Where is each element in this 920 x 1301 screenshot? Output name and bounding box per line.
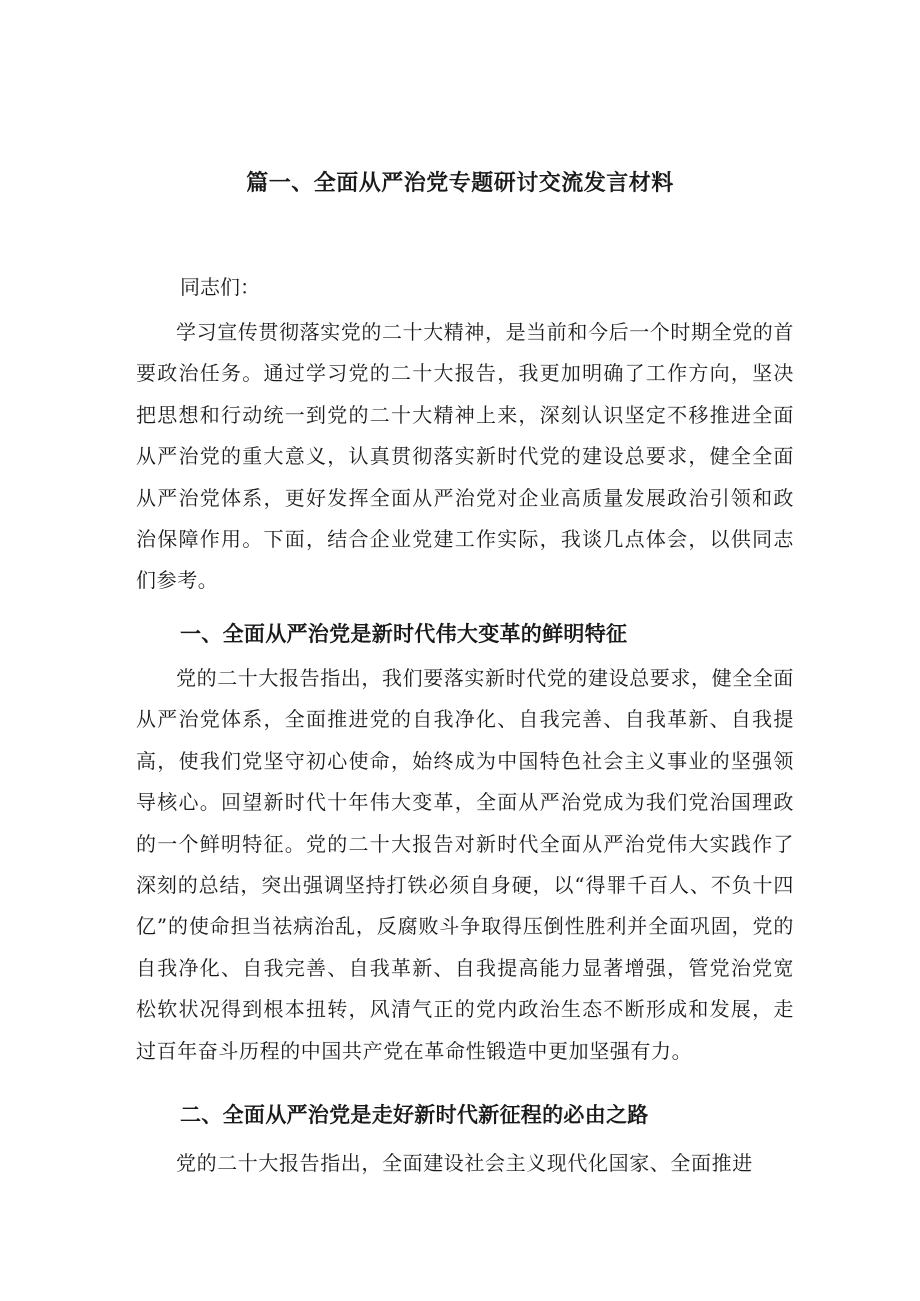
document-title: 篇一、全面从严治党专题研讨交流发言材料 [246,171,674,196]
section-body-2: 党的二十大报告指出，全面建设社会主义现代化国家、全面推进 [176,1151,753,1175]
salutation: 同志们： [180,275,260,299]
section-heading-2: 二、全面从严治党是走好新时代新征程的必由之路 [180,1103,649,1127]
section-heading-1: 一、全面从严治党是新时代伟大变革的鲜明特征 [180,622,628,646]
intro-paragraph: 学习宣传贯彻落实党的二十大精神，是当前和今后一个时期全党的首要政治任务。通过学习党的二十大报告，我更加明确了工作方向，坚决把思想和行动统一到党的二十大精神上来，深刻认识坚定不移推进全面从严治党的重大意义，认真贯彻落实新时代党的建设总要求，健全全面从严治党体系，更好发挥全面从严治党对企业高质量发展政治引领和政治保障作用。下面，结合企业党建工作实际，我谈几点体会，以供同志们参考。 [136,320,794,593]
section-body-1: 党的二十大报告指出，我们要落实新时代党的建设总要求，健全全面从严治党体系，全面推进党的自我净化、自我完善、自我革新、自我提高，使我们党坚守初心使命，始终成为中国特色社会主义事业的坚强领导核心。回望新时代十年伟大变革，全面从严治党成为我们党治国理政的一个鲜明特征。党的二十大报告对新时代全面从严治党伟大实践作了深刻的总结，突出强调坚持打铁必须自身硬，以“得罪千百人、不负十四亿”的使命担当祛病治乱，反腐败斗争取得压倒性胜利并全面巩固，党的自我净化、自我完善、自我革新、自我提高能力显著增强，管党治党宽松软状况得到根本扭转，风清气正的党内政治生态不断形成和发展，走过百年奋斗历程的中国共产党在革命性锻造中更加坚强有力。 [136,666,794,1063]
